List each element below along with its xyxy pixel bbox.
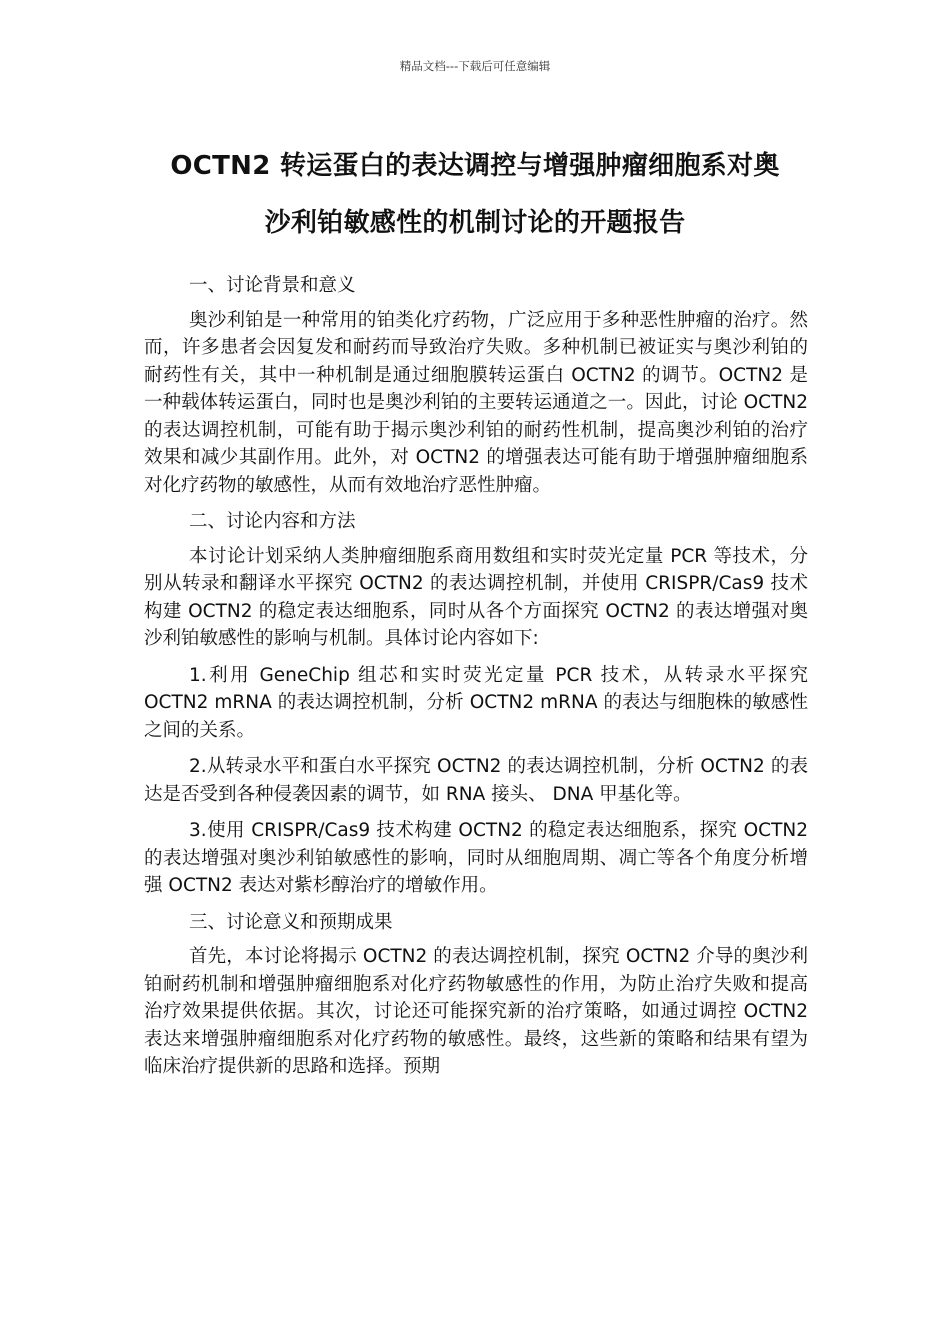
section-heading-content-methods: 二、讨论内容和方法: [189, 511, 356, 532]
paragraph-significance: 首先，本讨论将揭示 OCTN2 的表达调控机制，探究 OCTN2 介导的奥沙利铂耐药机制和增强肿瘤细胞系对化疗药物敏感性的作用，为防止治疗失败和提高治疗效果提供依据。其次，讨论还可能探究新的治疗策略，如通过调控 OCTN2 表达来增强肿瘤细胞系对化疗药物的敏感性。最终，这些新的策略和结果有望为临床治疗提供新的思路和选择。预期: [144, 946, 808, 1077]
title-line-2: 沙利铂敏感性的机制讨论的开题报告: [264, 208, 686, 238]
title-line-1: OCTN2 转运蛋白的表达调控与增强肿瘤细胞系对奥: [170, 151, 780, 181]
paragraph-method-item-2: 2.从转录水平和蛋白水平探究 OCTN2 的表达调控机制，分析 OCTN2 的表达是否受到各种侵袭因素的调节，如 RNA 接头、 DNA 甲基化等。: [144, 756, 808, 805]
document-title: [140, 138, 810, 252]
document-body: [144, 272, 808, 1090]
paragraph-background: 奥沙利铂是一种常用的铂类化疗药物，广泛应用于多种恶性肿瘤的治疗。然而，许多患者会因复发和耐药而导致治疗失败。多种机制已被证实与奥沙利铂的耐药性有关，其中一种机制是通过细胞膜转运蛋白 OCTN2 的调节。OCTN2 是一种载体转运蛋白，同时也是奥沙利铂的主要转运通道之一。因此，讨论 OCTN2 的表达调控机制，可能有助于揭示奥沙利铂的耐药性机制，提高奥沙利铂的治疗效果和减少其副作用。此外，对 OCTN2 的增强表达可能有助于增强肿瘤细胞系对化疗药物的敏感性，从而有效地治疗恶性肿瘤。: [144, 309, 808, 496]
paragraph-methods-intro: 本讨论计划采纳人类肿瘤细胞系商用数组和实时荧光定量 PCR 等技术，分别从转录和翻译水平探究 OCTN2 的表达调控机制，并使用 CRISPR/Cas9 技术构建 OCTN2 的稳定表达细胞系，同时从各个方面探究 OCTN2 的表达增强对奥沙利铂敏感性的影响与机制。具体讨论内容如下:: [144, 545, 808, 649]
section-heading-significance: 三、讨论意义和预期成果: [189, 911, 393, 933]
page-header: 精品文档---下载后可任意编辑: [399, 59, 551, 73]
paragraph-method-item-1: 1.利用 GeneChip 组芯和实时荧光定量 PCR 技术，从转录水平探究 OCTN2 mRNA 的表达调控机制，分析 OCTN2 mRNA 的表达与细胞株的敏感性之间的关系。: [144, 664, 808, 741]
paragraph-method-item-3: 3.使用 CRISPR/Cas9 技术构建 OCTN2 的稳定表达细胞系，探究 OCTN2 的表达增强对奥沙利铂敏感性的影响，同时从细胞周期、凋亡等各个角度分析增强 OCTN2 表达对紫杉醇治疗的增敏作用。: [144, 820, 808, 896]
section-heading-background: 一、讨论背景和意义: [189, 275, 356, 296]
